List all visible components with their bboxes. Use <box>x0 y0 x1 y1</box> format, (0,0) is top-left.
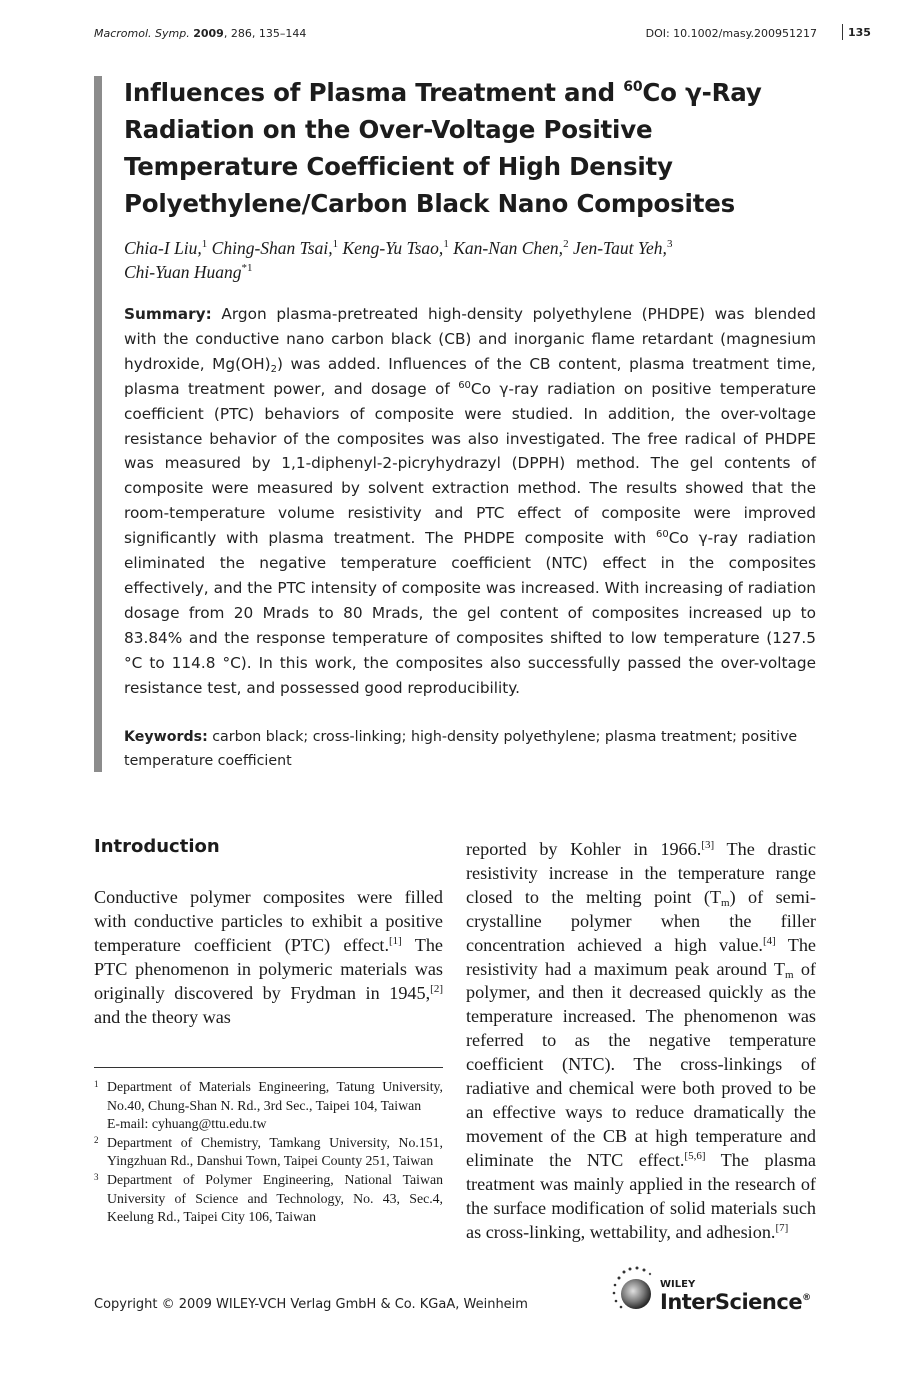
running-header-citation <box>94 27 306 40</box>
author: Ching-Shan Tsai,$^1$ <box>211 238 339 258</box>
citation-ref[interactable]: [4] <box>762 934 776 947</box>
volume-pages: , 286, 135–144 <box>223 27 307 40</box>
keywords-label: Keywords: <box>124 729 208 745</box>
logo-wiley-text: WILEY <box>660 1279 696 1290</box>
title-isotope-sup: 60 <box>623 79 643 95</box>
interscience-globe-icon <box>610 1266 660 1314</box>
article-title <box>124 74 824 222</box>
author: Kan-Nan Chen,$^2$ <box>453 238 569 258</box>
footnote-affiliation-1: 1 Department of Materials Engineering, Tatung University, No.40, Chung-Shan N. Rd., 3rd Sec., Taipei 104, Taiwan E-mail: cyhuang@ttu.edu.tw <box>94 1079 443 1132</box>
corresponding-author: Chi-Yuan Huang$^{*1}$ <box>124 262 253 282</box>
citation-ref[interactable]: [3] <box>701 839 715 851</box>
citation-ref[interactable]: [5,6] <box>684 1149 706 1162</box>
journal-year: 2009 <box>193 27 224 40</box>
title-text-2: Co γ-Ray Radiation on the Over-Voltage Positive Temperature Coefficient of High Density Polyethylene/Carbon Black Nano Composites <box>124 78 762 218</box>
summary-label: Summary: <box>124 305 212 323</box>
corresponding-email[interactable]: E-mail: cyhuang@ttu.edu.tw <box>107 1116 267 1132</box>
journal-name: Macromol. Symp. <box>94 27 190 40</box>
abstract-summary: Summary: Argon plasma-pretreated high-density polyethylene (PHDPE) was blended with the conductive nano carbon black (CB) and inorganic flame retardant (magnesium hydroxide, $Mg(OH)_2$) was added. Influences of the CB content, plasma treatment time, plasma treatment power, and dosage of $^{60}$Co γ-ray radiation on positive temperature coefficient (PTC) behaviors of composite were studied. In addition, the over-voltage resistance behavior of the composites was also investigated. The free radical of PHDPE was measured by 1,1-diphenyl-2-picryhydrazyl (DPPH) method. The gel contents of composite were measured by solvent extraction method. The results showed that the room-temperature volume resistivity and PTC effect of composite were improved significantly with plasma treatment. The PHDPE composite with $^{60}$Co γ-ray radiation eliminated the negative temperature coefficient (NTC) effect in the composites effectively, and the PTC intensity of composite was increased. With increasing of radiation dosage from 20 Mrads to 80 Mrads, the gel content of composites increased up to 83.84% and the response temperature of composites shifted to low temperature (127.5 °C to 114.8 °C). In this work, the composites also successfully passed the over-voltage resistance test, and possessed good reproducibility. <box>124 305 816 697</box>
keywords-text: carbon black; cross-linking; high-density polyethylene; plasma treatment; positive temperature coefficient <box>124 729 798 769</box>
author: Jen-Taut Yeh,$^3$ <box>572 238 673 258</box>
wiley-interscience-logo <box>610 1266 820 1316</box>
affiliation-footnotes <box>94 1078 443 1227</box>
copyright-notice: Copyright © 2009 WILEY-VCH Verlag GmbH & Co. KGaA, Weinheim <box>94 1297 528 1312</box>
citation-ref[interactable]: [2] <box>430 982 443 995</box>
keywords <box>124 725 816 773</box>
footnote-affiliation-2: 2 Department of Chemistry, Tamkang University, No.151, Yingzhuan Rd., Danshui Town, Taipei County 251, Taiwan <box>94 1134 443 1169</box>
author: Chia-I Liu,$^1$ <box>124 238 208 258</box>
doi[interactable]: DOI: 10.1002/masy.200951217 <box>645 27 817 40</box>
title-text-1: Influences of Plasma Treatment and <box>124 78 624 107</box>
intro-body-left-column: Conductive polymer composites were filled with conductive particles to exhibit a positive temperature coefficient (PTC) effect.[1] The PTC phenomenon in polymeric materials was originally discovered by Frydman in 1945,[2] and the theory was <box>94 887 443 1027</box>
author-list <box>124 236 824 284</box>
author: Keng-Yu Tsao,$^1$ <box>342 238 449 258</box>
citation-ref[interactable]: [7] <box>775 1221 789 1234</box>
section-heading-introduction: Introduction <box>94 836 220 857</box>
page-number: 135 <box>842 24 871 40</box>
intro-body-right-column: reported by Kohler in 1966.[3] The drastic resistivity increase in the temperature range closed to the melting point $(T_m)$ of semi-crystalline polymer when the filler concentration achieved a high value.[4] The resistivity had a maximum peak around $T_m$ of polymer, and then it decreased quickly as the temperature increased. The phenomenon was referred to as the negative temperature coefficient (NTC). The cross-linkings of radiative and chemical were both proved to be an effective ways to reduce dramatically the movement of the CB at high temperature and eliminate the NTC effect.[5,6] The plasma treatment was mainly applied in the research of the surface modification of solid materials such as cross-linking, wettability, and adhesion.[7] <box>466 839 816 1242</box>
footnote-affiliation-3: 3 Department of Polymer Engineering, National Taiwan University of Science and Technology, No. 43, Sec.4, Keelung Rd., Taipei City 106, Taiwan <box>94 1171 443 1225</box>
abstract-sidebar-bar <box>94 76 102 772</box>
citation-ref[interactable]: [1] <box>389 934 402 947</box>
footnote-divider <box>94 1067 443 1068</box>
logo-interscience-text: InterScience® <box>660 1290 811 1314</box>
